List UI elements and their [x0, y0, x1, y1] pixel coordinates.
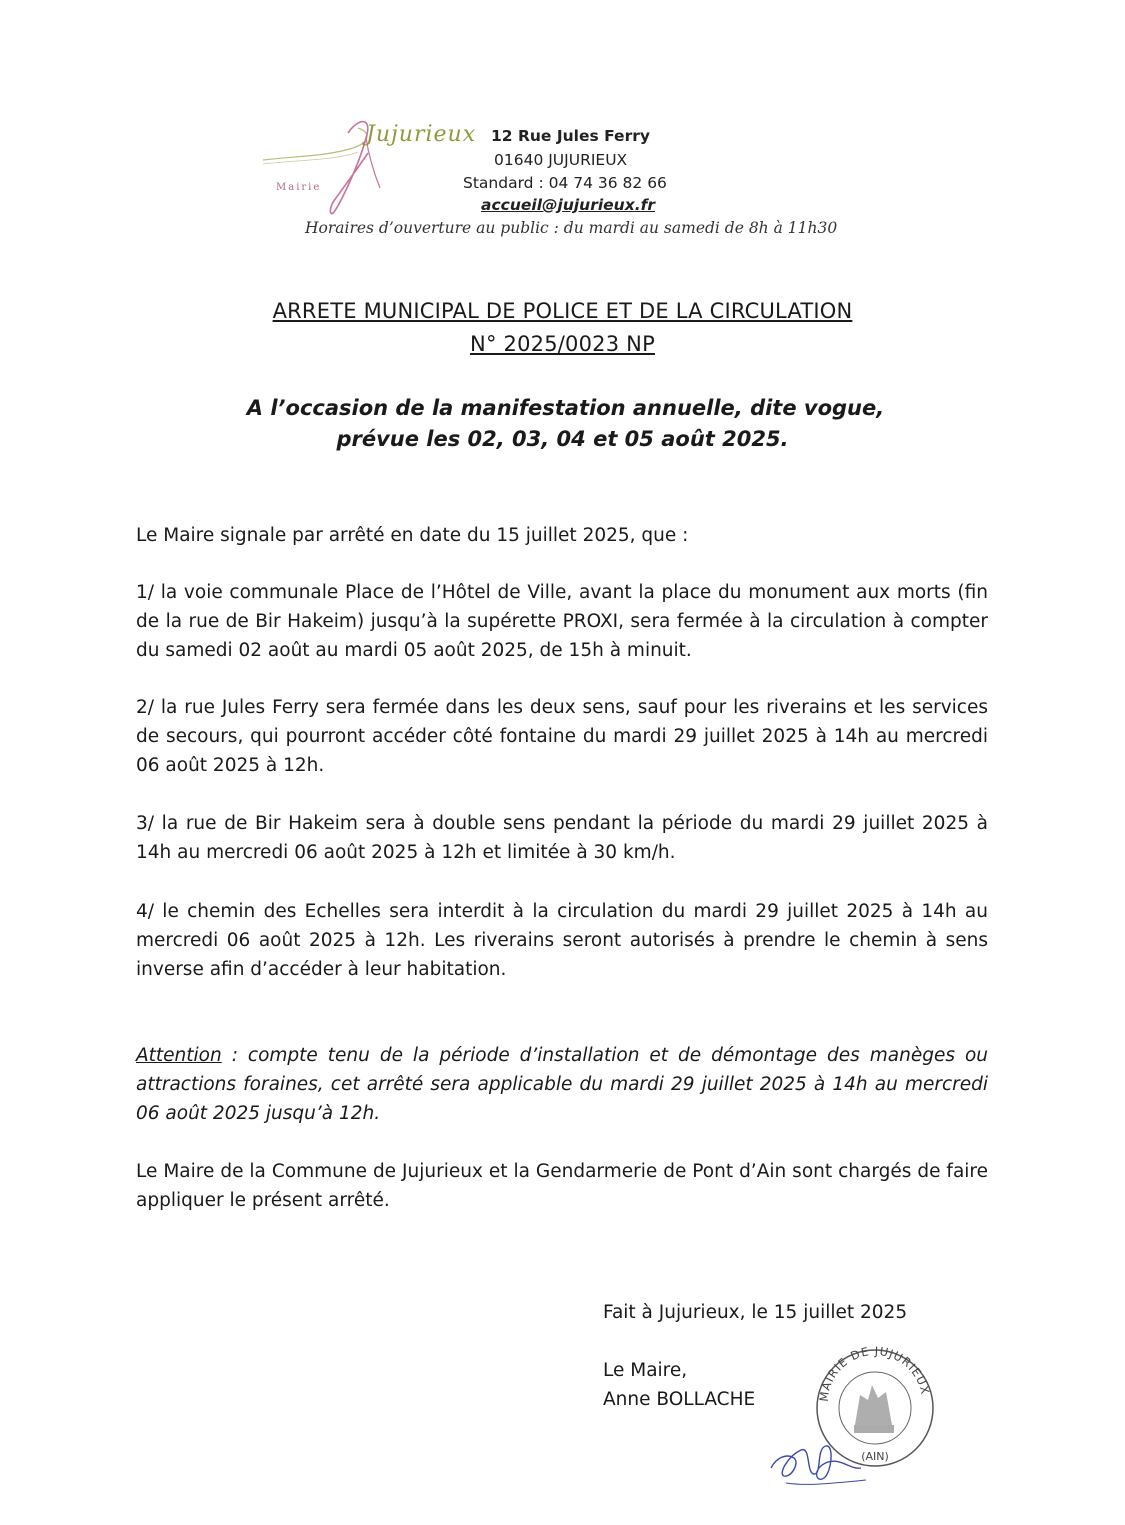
signatory-role: Le Maire,: [603, 1360, 688, 1381]
email-link[interactable]: accueil@jujurieux.fr: [481, 196, 655, 214]
logo-script-text: Jujurieux: [366, 122, 477, 147]
address-street: 12 Rue Jules Ferry: [491, 127, 650, 145]
attention-text: : compte tenu de la période d’installation et de démontage des manèges ou attractions foraines, cet arrêté sera applicable du mardi 29 juillet 2025 à 14h au mercredi 06 août 2025 jusqu’à 12h.: [136, 1045, 988, 1124]
article-3: 3/ la rue de Bir Hakeim sera à double sens pendant la période du mardi 29 juillet 2025 à 14h au mercredi 06 août 2025 à 12h et limitée à 30 km/h.: [136, 813, 988, 863]
address-phone: Standard : 04 74 36 82 66: [463, 174, 667, 192]
article-2: 2/ la rue Jules Ferry sera fermée dans les deux sens, sauf pour les riverains et les services de secours, qui pourront accéder côté fontaine du mardi 29 juillet 2025 à 14h au mercredi 06 août 2025 à 12h.: [136, 697, 988, 776]
closing-paragraph: Le Maire de la Commune de Jujurieux et la Gendarmerie de Pont d’Ain sont chargés de faire appliquer le présent arrêté.: [136, 1161, 988, 1211]
svg-text:MAIRIE DE JUJURIEUX: MAIRIE DE JUJURIEUX: [816, 1343, 933, 1403]
event-subtitle-line1: A l’occasion de la manifestation annuelle, dite vogue,: [246, 396, 885, 420]
event-subtitle-line2: prévue les 02, 03, 04 et 05 août 2025.: [336, 427, 789, 451]
decree-number: N° 2025/0023 NP: [470, 332, 655, 356]
article-4: 4/ le chemin des Echelles sera interdit à la circulation du mardi 29 juillet 2025 à 14h au mercredi 06 août 2025 à 12h. Les riverains seront autorisés à prendre le chemin à sens inverse afin d’accéder à leur habitation.: [136, 901, 988, 980]
attention-label: Attention: [136, 1045, 222, 1066]
attention-paragraph: [136, 1041, 988, 1128]
signatory-name: Anne BOLLACHE: [603, 1389, 756, 1410]
mairie-logo: [258, 108, 488, 218]
made-at-line: Fait à Jujurieux, le 15 juillet 2025: [603, 1302, 908, 1323]
svg-text:(AIN): (AIN): [861, 1450, 889, 1463]
address-city: 01640 JUJURIEUX: [494, 151, 628, 169]
decree-title: ARRETE MUNICIPAL DE POLICE ET DE LA CIRCULATION: [272, 299, 853, 323]
logo-mairie-text: Mairie: [276, 182, 322, 193]
intro-paragraph: Le Maire signale par arrêté en date du 15 juillet 2025, que :: [136, 525, 689, 546]
article-1: 1/ la voie communale Place de l’Hôtel de Ville, avant la place du monument aux morts (fin de la rue de Bir Hakeim) jusqu’à la supérette PROXI, sera fermée à la circulation à compter du samedi 02 août au mardi 05 août 2025, de 15h à minuit.: [136, 582, 988, 661]
handwritten-signature: [766, 1428, 876, 1493]
opening-hours: Horaires d’ouverture au public : du mardi au samedi de 8h à 11h30: [305, 219, 838, 237]
signature-scribble-icon: [766, 1428, 876, 1493]
